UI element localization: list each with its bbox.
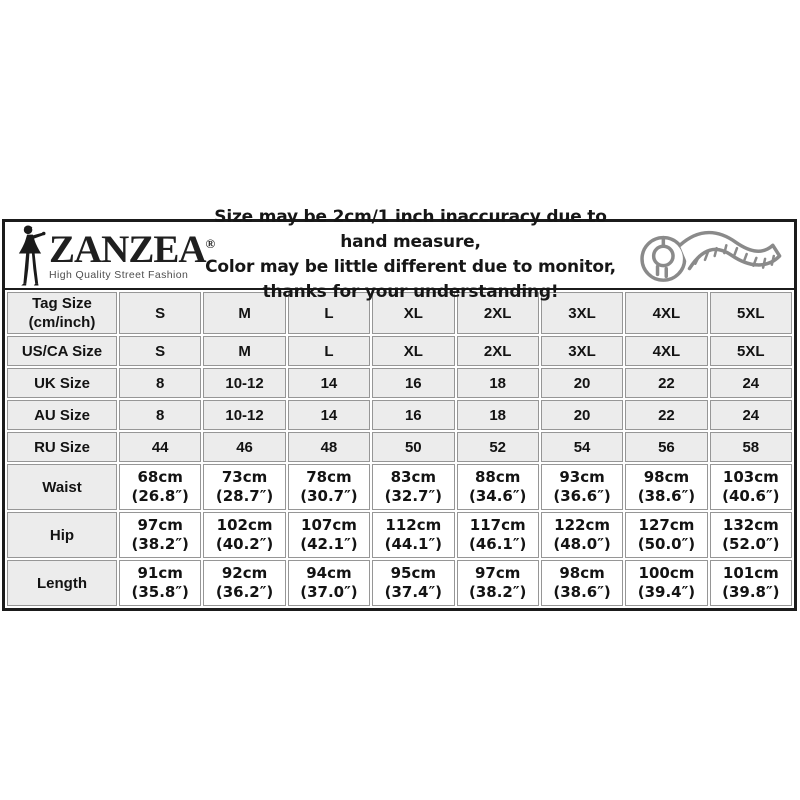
table-cell: 100cm (39.4″) [625, 560, 707, 606]
table-cell: 48 [288, 432, 370, 462]
table-cell: 10-12 [203, 368, 285, 398]
table-cell: 68cm (26.8″) [119, 464, 201, 510]
row-label: Tag Size (cm/inch) [7, 292, 117, 334]
table-cell: 91cm (35.8″) [119, 560, 201, 606]
table-cell: 3XL [541, 336, 623, 366]
table-cell: 5XL [710, 292, 792, 334]
row-label: RU Size [7, 432, 117, 462]
table-cell: 98cm (38.6″) [541, 560, 623, 606]
table-cell: 50 [372, 432, 454, 462]
table-cell: 94cm (37.0″) [288, 560, 370, 606]
table-cell: M [203, 292, 285, 334]
table-cell: 24 [710, 368, 792, 398]
table-cell: 4XL [625, 292, 707, 334]
table-cell: 97cm (38.2″) [457, 560, 539, 606]
table-cell: 54 [541, 432, 623, 462]
table-row [7, 512, 792, 558]
row-label: AU Size [7, 400, 117, 430]
table-cell: 14 [288, 368, 370, 398]
table-cell: 93cm (36.6″) [541, 464, 623, 510]
table-cell: 132cm (52.0″) [710, 512, 792, 558]
table-cell: S [119, 292, 201, 334]
table-cell: 112cm (44.1″) [372, 512, 454, 558]
table-cell: 127cm (50.0″) [625, 512, 707, 558]
table-cell: XL [372, 292, 454, 334]
table-cell: 56 [625, 432, 707, 462]
tape-block [620, 224, 790, 286]
table-cell: L [288, 336, 370, 366]
table-row [7, 400, 792, 430]
table-cell: 2XL [457, 336, 539, 366]
table-cell: 97cm (38.2″) [119, 512, 201, 558]
size-table [5, 290, 794, 608]
table-cell: S [119, 336, 201, 366]
table-cell: 103cm (40.6″) [710, 464, 792, 510]
notice-line-1: Size may be 2cm/1 inch inaccuracy due to hand measure, [214, 207, 607, 252]
row-label: Waist [7, 464, 117, 510]
table-cell: 78cm (30.7″) [288, 464, 370, 510]
table-cell: 46 [203, 432, 285, 462]
table-cell: 5XL [710, 336, 792, 366]
table-cell: 122cm (48.0″) [541, 512, 623, 558]
notice-line-2: Color may be little different due to monitor, [205, 257, 616, 277]
table-cell: 24 [710, 400, 792, 430]
notice-line-3: thanks for your understanding! [262, 282, 559, 302]
table-cell: 101cm (39.8″) [710, 560, 792, 606]
table-row [7, 560, 792, 606]
header-band [5, 207, 794, 302]
table-cell: 92cm (36.2″) [203, 560, 285, 606]
notice-text [201, 205, 620, 305]
brand-logo-text [49, 227, 216, 281]
table-cell: 117cm (46.1″) [457, 512, 539, 558]
table-cell: 98cm (38.6″) [625, 464, 707, 510]
table-cell: 20 [541, 368, 623, 398]
row-label: Length [7, 560, 117, 606]
table-cell: 95cm (37.4″) [372, 560, 454, 606]
table-cell: M [203, 336, 285, 366]
table-cell: 20 [541, 400, 623, 430]
table-cell: 4XL [625, 336, 707, 366]
table-cell: L [288, 292, 370, 334]
registered-mark: ® [205, 235, 216, 251]
brand-logo [9, 224, 216, 286]
table-cell: 52 [457, 432, 539, 462]
table-cell: 18 [457, 368, 539, 398]
brand-name: ZANZEA® [49, 227, 216, 271]
table-cell: 8 [119, 400, 201, 430]
table-cell: 102cm (40.2″) [203, 512, 285, 558]
table-row [7, 368, 792, 398]
table-cell: 22 [625, 368, 707, 398]
table-cell: 18 [457, 400, 539, 430]
table-cell: 22 [625, 400, 707, 430]
table-row [7, 464, 792, 510]
measuring-tape-icon [626, 224, 784, 286]
size-table-body [7, 292, 792, 606]
table-cell: XL [372, 336, 454, 366]
table-cell: 107cm (42.1″) [288, 512, 370, 558]
table-cell: 73cm (28.7″) [203, 464, 285, 510]
table-cell: 8 [119, 368, 201, 398]
table-cell: 16 [372, 368, 454, 398]
table-row [7, 336, 792, 366]
row-label: Hip [7, 512, 117, 558]
table-cell: 44 [119, 432, 201, 462]
fashion-figure-icon [13, 224, 47, 286]
row-label: UK Size [7, 368, 117, 398]
table-row [7, 432, 792, 462]
table-cell: 16 [372, 400, 454, 430]
table-cell: 10-12 [203, 400, 285, 430]
row-label: US/CA Size [7, 336, 117, 366]
size-chart-panel [2, 207, 797, 611]
table-cell: 14 [288, 400, 370, 430]
table-cell: 83cm (32.7″) [372, 464, 454, 510]
table-cell: 58 [710, 432, 792, 462]
table-cell: 88cm (34.6″) [457, 464, 539, 510]
brand-tagline: High Quality Street Fashion [49, 268, 189, 281]
table-cell: 3XL [541, 292, 623, 334]
table-cell: 2XL [457, 292, 539, 334]
